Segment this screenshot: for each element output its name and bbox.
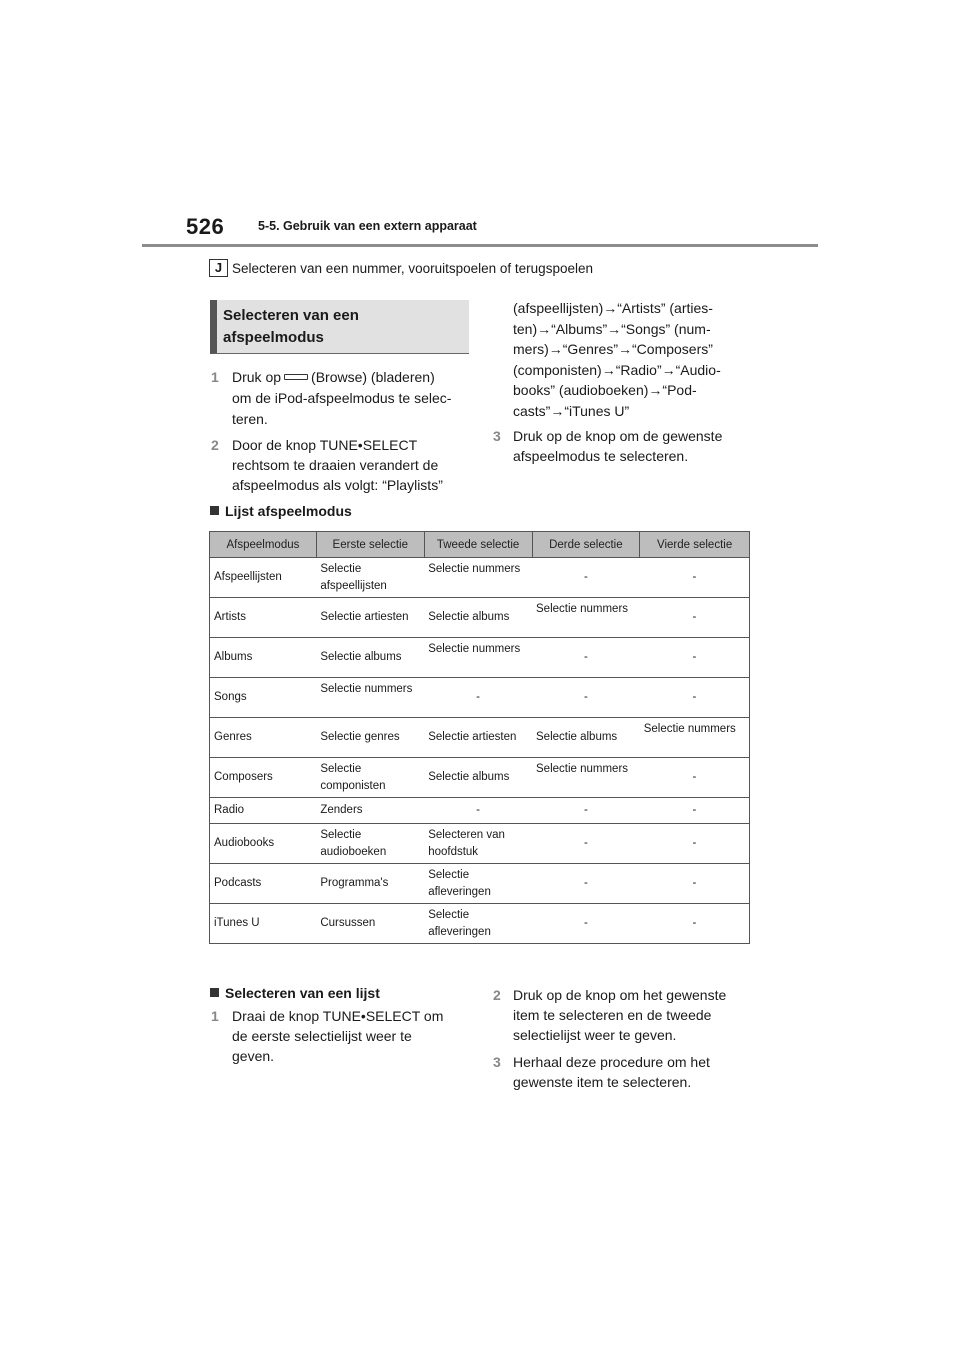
table-cell: Albums <box>210 638 317 678</box>
table-cell: - <box>532 904 640 944</box>
table-cell: Audiobooks <box>210 824 317 864</box>
table-row <box>210 638 750 678</box>
step-text-line: om de iPod-afspeelmodus te selec- <box>232 390 452 406</box>
table-cell: Selectie nummers <box>424 638 532 678</box>
step-text-line: selectielijst weer te geven. <box>513 1027 677 1043</box>
table-cell: Selectie afleveringen <box>424 904 532 944</box>
table-cell: - <box>532 824 640 864</box>
sequence-line: ten)→“Albums”→“Songs” (num- <box>513 320 711 337</box>
mode-sequence <box>513 298 753 421</box>
table-row <box>210 824 750 864</box>
table-header: Derde selectie <box>532 532 640 558</box>
table-header-row <box>210 532 750 558</box>
table-header: Afspeelmodus <box>210 532 317 558</box>
step-text-line: Draai de knop TUNE•SELECT om <box>232 1008 444 1024</box>
table-cell: Selectie afleveringen <box>424 864 532 904</box>
table-cell: Selectie nummers <box>424 558 532 598</box>
table-cell: - <box>640 558 750 598</box>
table-row <box>210 558 750 598</box>
table-cell: Selectie albums <box>424 758 532 798</box>
table-cell: - <box>640 904 750 944</box>
step-number: 1 <box>211 369 219 385</box>
table-cell: - <box>532 864 640 904</box>
table-cell: Zenders <box>316 798 424 824</box>
mode-table <box>209 531 750 944</box>
step-text-line: afspeelmodus te selecteren. <box>513 448 689 464</box>
table-cell: Selectie componisten <box>316 758 424 798</box>
table-cell: Selectie artiesten <box>316 598 424 638</box>
step-text-line: geven. <box>232 1048 275 1064</box>
table-cell: - <box>532 798 640 824</box>
step-text-line: Door de knop TUNE•SELECT <box>232 437 418 453</box>
table-cell: - <box>640 678 750 718</box>
table-cell: Cursussen <box>316 904 424 944</box>
step-number: 2 <box>211 437 219 453</box>
step-text <box>513 426 758 466</box>
table-cell: - <box>640 864 750 904</box>
table-cell: Genres <box>210 718 317 758</box>
table-cell: - <box>424 798 532 824</box>
list-select-heading <box>210 985 380 1001</box>
step-text-line: Herhaal deze procedure om het <box>513 1054 710 1070</box>
table-cell: Selecteren van hoofdstuk <box>424 824 532 864</box>
step-text-line: gewenste item te selecteren. <box>513 1074 692 1090</box>
sequence-line: mers)→“Genres”→“Composers” <box>513 341 713 357</box>
caption-text: Selecteren van een nummer, vooruitspoelen of terugspoelen <box>232 261 593 276</box>
table-cell: Podcasts <box>210 864 317 904</box>
table-cell: Selectie artiesten <box>424 718 532 758</box>
table-cell: Selectie genres <box>316 718 424 758</box>
step-text <box>513 985 763 1045</box>
square-bullet-icon <box>210 506 219 515</box>
sequence-line: casts”→“iTunes U” <box>513 402 630 419</box>
table-cell: Selectie albums <box>316 638 424 678</box>
table-cell: - <box>640 824 750 864</box>
step-text <box>232 367 472 429</box>
table-header: Eerste selectie <box>316 532 424 558</box>
table-cell: Afspeellijsten <box>210 558 317 598</box>
section-title: 5-5. Gebruik van een extern apparaat <box>258 219 477 233</box>
section-heading: Selecteren van een afspeelmodus <box>223 307 359 346</box>
table-cell: Selectie nummers <box>532 758 640 798</box>
table-cell: Selectie nummers <box>532 598 640 638</box>
table-header: Vierde selectie <box>640 532 750 558</box>
table-cell: - <box>532 638 640 678</box>
table-cell: Radio <box>210 798 317 824</box>
step-text <box>232 435 477 495</box>
step-text-line: (Browse) (bladeren) <box>311 369 435 385</box>
table-row <box>210 904 750 944</box>
page-number: 526 <box>186 214 225 239</box>
table-cell: - <box>640 758 750 798</box>
header-rule <box>142 244 818 247</box>
step-text <box>232 1006 477 1066</box>
table-cell: - <box>532 678 640 718</box>
table-cell: Selectie afspeellijsten <box>316 558 424 598</box>
step-text-line: Druk op <box>232 369 282 385</box>
sequence-line: books” (audioboeken)→“Pod- <box>513 382 697 398</box>
table-cell: - <box>640 598 750 638</box>
step-text-line: teren. <box>232 411 268 427</box>
table-cell: Selectie nummers <box>640 718 750 758</box>
table-row <box>210 798 750 824</box>
table-row <box>210 598 750 638</box>
browse-icon <box>284 374 308 380</box>
table-row <box>210 864 750 904</box>
sequence-line: (afspeellijsten)→“Artists” (arties- <box>513 300 713 316</box>
table-cell: Selectie albums <box>532 718 640 758</box>
step-number: 3 <box>493 428 501 444</box>
table-row <box>210 718 750 758</box>
step-text-line: afspeelmodus als volgt: “Playlists” <box>232 477 443 493</box>
square-bullet-icon <box>210 988 219 997</box>
table-cell: - <box>424 678 532 718</box>
step-text-line: Druk op de knop om het gewenste <box>513 987 727 1003</box>
step-text-line: de eerste selectielijst weer te <box>232 1028 412 1044</box>
table-header: Tweede selectie <box>424 532 532 558</box>
caption-marker: J <box>209 259 228 277</box>
table-cell: - <box>640 798 750 824</box>
list-heading <box>210 503 352 519</box>
step-number: 1 <box>211 1008 219 1024</box>
step-text-line: rechtsom te draaien verandert de <box>232 457 439 473</box>
sequence-line: (componisten)→“Radio”→“Audio- <box>513 361 721 378</box>
step-text <box>513 1052 763 1092</box>
table-cell: Composers <box>210 758 317 798</box>
table-cell: Artists <box>210 598 317 638</box>
table-cell: Songs <box>210 678 317 718</box>
step-number: 2 <box>493 987 501 1003</box>
table-cell: Selectie nummers <box>316 678 424 718</box>
table-cell: Selectie audioboeken <box>316 824 424 864</box>
list-heading-text: Lijst afspeelmodus <box>225 503 352 519</box>
list-select-heading-text: Selecteren van een lijst <box>225 985 380 1001</box>
step-text-line: Druk op de knop om de gewenste <box>513 428 723 444</box>
step-number: 3 <box>493 1054 501 1070</box>
table-row <box>210 678 750 718</box>
table-cell: Selectie albums <box>424 598 532 638</box>
table-row <box>210 758 750 798</box>
table-cell: - <box>532 558 640 598</box>
step-text-line: item te selecteren en de tweede <box>513 1007 712 1023</box>
table-cell: - <box>640 638 750 678</box>
table-cell: Programma's <box>316 864 424 904</box>
table-cell: iTunes U <box>210 904 317 944</box>
